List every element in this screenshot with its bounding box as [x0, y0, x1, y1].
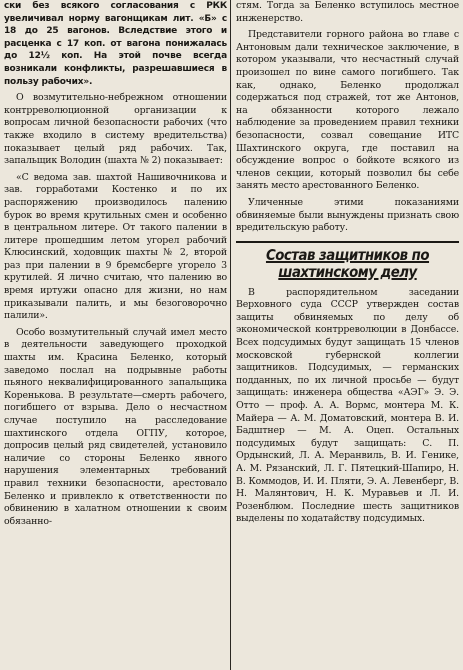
article-headline: Состав защитников по шахтинскому делу — [265, 245, 430, 281]
right-paragraph-1: стям. Тогда за Беленко вступилось местное инженерство. — [236, 0, 459, 24]
left-paragraph-3: «С ведома зав. шахтой Нашивочникова и зав. горработами Костенко и по их распоряжению производилось палению бурок во время крутильных смен и особенно в центральном литере. От такого палении в литере прошедшим летом угорел рабочий Клюсинский, ходовщик шахты № 2, второй раз при палении в 9 бремсберге угорело 3 крутилей. Я лично считаю, что палению во время иртужи опасно для жизни, но нам приказывали палить, и мы безоговорочно палили». — [4, 171, 227, 322]
left-paragraph-2: О возмутительно-небрежном отношении контрреволюционной организации к вопросам личной безопасности рабочих (что также входило в систему вредительства) показывает целый ряд рабочих. Так, запальщик Володин (шахта № 2) показывает: — [4, 92, 227, 167]
headline-rule — [236, 241, 459, 243]
column-divider — [230, 0, 231, 670]
left-column — [4, 0, 227, 670]
left-paragraph-4: Особо возмутительный случай имел место в деятельности заведующего проходкой шахты им. Красина Беленко, который заведомо послал на подрывные работы пьяного неквалифицированного запальщика Кореньковa. В результате—смерть рабочего, погибшего от взрыва. Дело о несчастном случае поступило на расследование шахтинского отдела ОГПУ, которое, допросив целый ряд свидетелей, установило наличие со стороны Беленко явного нарушения элементарных требований правил техники безопасности, арестовало Беленко и привлекло к ответственности по обвинению в халатном отношении к своим обязанно- — [4, 326, 227, 527]
right-paragraph-2: Представители горного района во главе с Антоновым дали техническое заключение, в котором указывали, что несчастный случай произошел по вине самого погибшего. Так как, однако, Беленко продолжал содержаться под стражей, тот же Антонов, на обязанности которого лежало наблюдение за проведением правил техники безопасности, созвал совещание ИТС Шахтинского округа, где поставил на обсуждение вопрос о бойкоте всякого из членов секции, который позволил бы себе занять место арестованного Беленко. — [236, 29, 459, 192]
left-paragraph-1: ски без всякого согласования с РКК увеличивал норму вагонщикам лит. «Б» с 18 до 25 вагонов. Вследствие этого и расценка с 17 коп. от вагона понижалась до 12½ коп. На этой почве всегда возникали конфликты, разрешавшиеся в пользу рабочих». — [4, 1, 227, 87]
right-paragraph-4: В распорядительном заседании Верховного суда СССР утвержден состав защиты обвиняемых по делу об экономической контрреволюции в Донбассе. Всех подсудимых будут защищать 15 членов московской губернской коллегии защитников. Подсудимых, — германских подданных, по их личной просьбе — будут защищать: инженера общества «АЭГ» Э. Э. Отто — проф. А. А. Вормс, монтера М. К. Майера — А. М. Доматовский, монтера В. И. Бадштнер — М. А. Оцеп. Остальных подсудимых будут защищать: С. П. Ордынский, Л. А. Меранвиль, В. И. Генике, А. М. Рязанский, Л. Г. Пятецкий-Шапиро, Н. В. Коммодов, И. И. Пляти, Э. А. Левенберг, В. Н. Малянтович, Н. К. Муравьев и Л. И. Розенблюм. Последние шесть защитников выделены по ходатайству подсудимых. — [236, 286, 459, 525]
right-column — [236, 0, 459, 670]
right-paragraph-3: Уличенные этими показаниями обвиняемые были вынуждены признать свою вредительскую работу. — [236, 196, 459, 234]
